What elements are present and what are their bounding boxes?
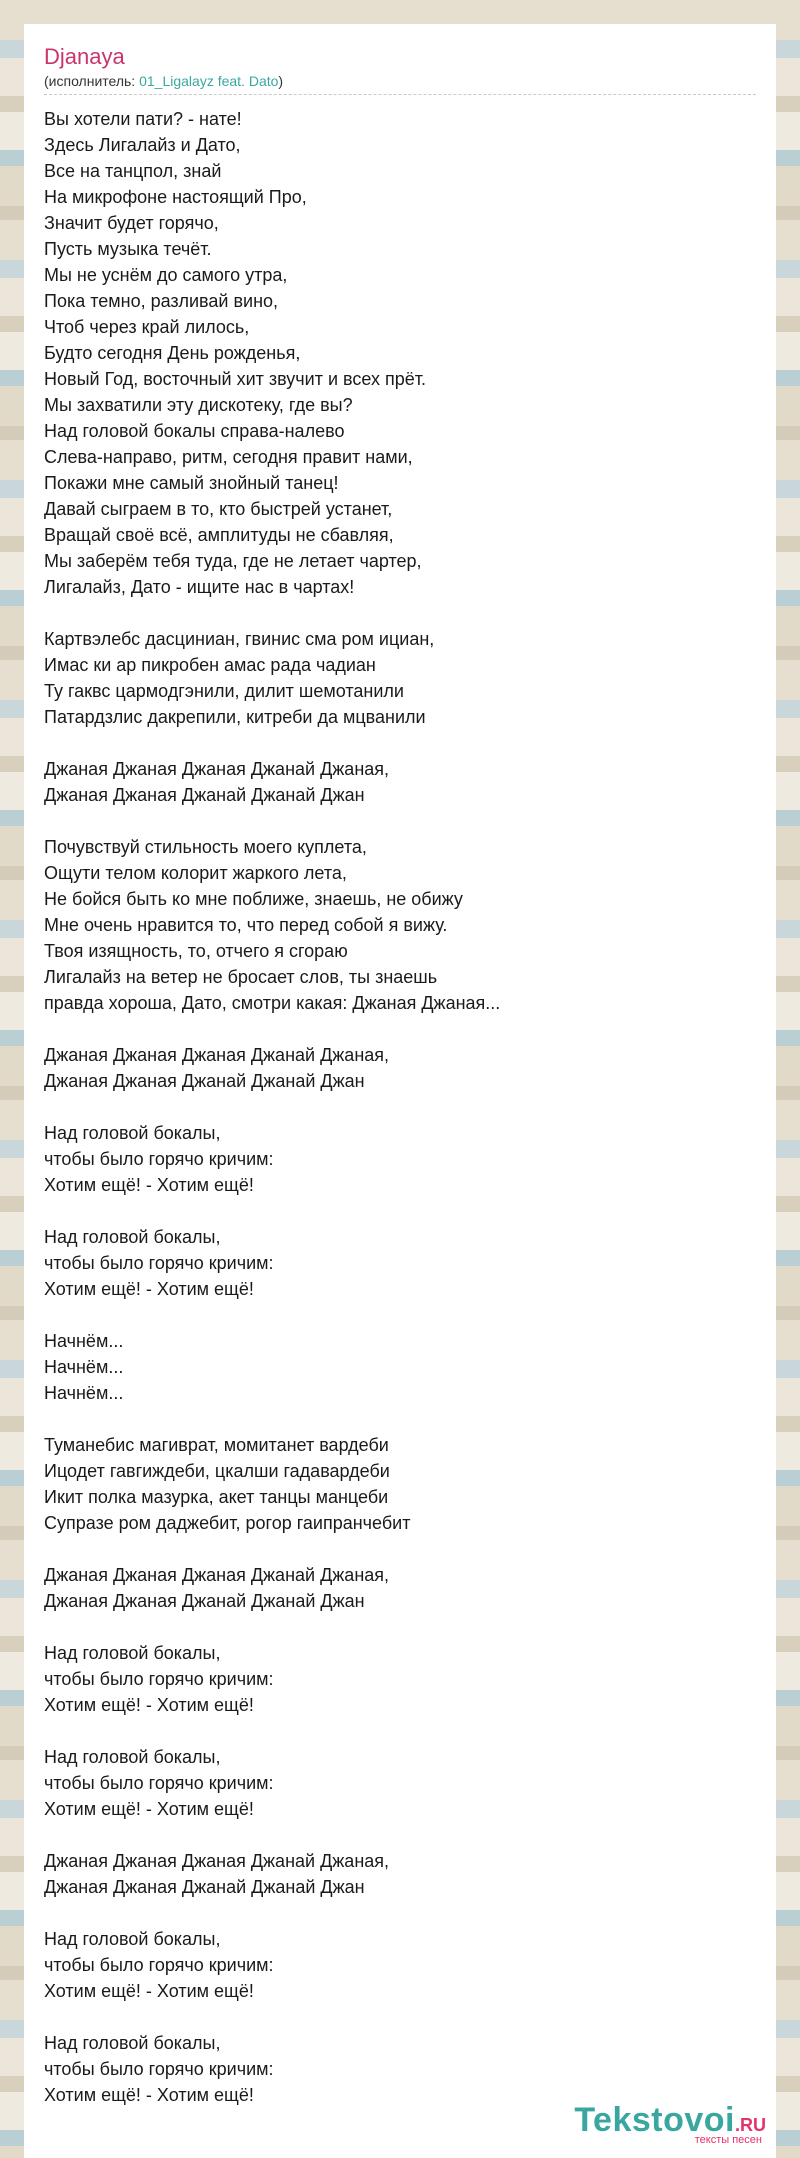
lyric-line: Супразе ром даджебит, рогор гаипранчебит <box>44 1513 411 1533</box>
lyric-line: Над головой бокалы, <box>44 1643 221 1663</box>
lyric-line: Будто сегодня День рожденья, <box>44 343 301 363</box>
lyric-line: Чтоб через край лилось, <box>44 317 250 337</box>
lyrics-stanza <box>44 834 500 1016</box>
lyric-line: Твоя изящность, то, отчего я сгораю <box>44 941 348 961</box>
lyrics-card <box>24 24 776 2158</box>
lyric-line: Мы не уснём до самого утра, <box>44 265 288 285</box>
lyric-line: Начнём... <box>44 1357 124 1377</box>
lyric-line: Джаная Джаная Джаная Джанай Джаная, <box>44 1045 390 1065</box>
lyric-line: Ицодет гавгиждеби, цкалши гадавардеби <box>44 1461 390 1481</box>
lyric-line: Туманебис магиврат, момитанет вардеби <box>44 1435 389 1455</box>
lyric-line: Мне очень нравится то, что перед собой я вижу. <box>44 915 448 935</box>
lyrics-stanza <box>44 1848 500 1900</box>
lyric-line: Икит полка мазурка, акет танцы манцеби <box>44 1487 389 1507</box>
lyric-line: Хотим ещё! - Хотим ещё! <box>44 1279 254 1299</box>
logo-tagline: тексты песен <box>694 2134 762 2146</box>
lyric-line: Лигалайз на ветер не бросает слов, ты знаешь <box>44 967 438 987</box>
lyric-line: Лигалайз, Дато - ищите нас в чартах! <box>44 577 355 597</box>
lyric-line: Джаная Джаная Джанай Джанай Джан <box>44 785 365 805</box>
lyric-line: Все на танцпол, знай <box>44 161 222 181</box>
lyric-line: Джаная Джаная Джанай Джанай Джан <box>44 1071 365 1091</box>
logo-domain: .RU <box>735 2115 766 2135</box>
lyric-line: Пока темно, разливай вино, <box>44 291 279 311</box>
lyric-line: Джаная Джаная Джанай Джанай Джан <box>44 1877 365 1897</box>
lyric-line: Ту гаквс цармодгэнили, дилит шемотанили <box>44 681 404 701</box>
lyric-line: Ощути телом колорит жаркого лета, <box>44 863 347 883</box>
site-logo[interactable] <box>574 2101 766 2146</box>
lyrics-stanza <box>44 1328 500 1406</box>
lyric-line: Патардзлис дакрепили, китреби да мцванили <box>44 707 426 727</box>
lyric-line: Мы заберём тебя туда, где не летает чартер, <box>44 551 422 571</box>
lyrics-stanza <box>44 756 500 808</box>
lyrics-stanza <box>44 1640 500 1718</box>
song-title: Djanaya <box>44 44 125 69</box>
lyric-line: Джаная Джаная Джаная Джанай Джаная, <box>44 759 390 779</box>
lyric-line: Над головой бокалы, <box>44 1929 221 1949</box>
lyric-line: Хотим ещё! - Хотим ещё! <box>44 1175 254 1195</box>
lyrics-stanza <box>44 626 500 730</box>
lyric-line: Над головой бокалы, <box>44 1227 221 1247</box>
lyric-line: На микрофоне настоящий Про, <box>44 187 307 207</box>
lyric-line: чтобы было горячо кричим: <box>44 1773 274 1793</box>
lyrics-text <box>44 106 500 2134</box>
performer-suffix: ) <box>278 73 284 89</box>
lyric-line: Давай сыграем в то, кто быстрей устанет, <box>44 499 393 519</box>
performer-line <box>44 73 283 89</box>
lyric-line: чтобы было горячо кричим: <box>44 1253 274 1273</box>
lyric-line: Над головой бокалы, <box>44 1747 221 1767</box>
lyric-line: Над головой бокалы, <box>44 1123 221 1143</box>
lyrics-stanza <box>44 1042 500 1094</box>
lyric-line: чтобы было горячо кричим: <box>44 2059 274 2079</box>
lyric-line: Значит будет горячо, <box>44 213 219 233</box>
lyric-line: Покажи мне самый знойный танец! <box>44 473 339 493</box>
lyric-line: Начнём... <box>44 1331 124 1351</box>
lyric-line: Имас ки ар пикробен амас рада чадиан <box>44 655 376 675</box>
lyric-line: Джаная Джаная Джанай Джанай Джан <box>44 1591 365 1611</box>
lyric-line: Почувствуй стильность моего куплета, <box>44 837 367 857</box>
lyric-line: Здесь Лигалайз и Дато, <box>44 135 241 155</box>
lyric-line: Джаная Джаная Джаная Джанай Джаная, <box>44 1851 390 1871</box>
lyric-line: Мы захватили эту дискотеку, где вы? <box>44 395 353 415</box>
performer-prefix: (исполнитель: <box>44 73 140 89</box>
lyric-line: Новый Год, восточный хит звучит и всех прёт. <box>44 369 427 389</box>
artist-link[interactable]: 01_Ligalayz feat. Dato <box>139 73 279 89</box>
lyric-line: правда хороша, Дато, смотри какая: Джаная Джаная... <box>44 993 501 1013</box>
lyric-line: Хотим ещё! - Хотим ещё! <box>44 1799 254 1819</box>
title-divider <box>44 94 756 95</box>
lyric-line: Картвэлебс дасциниан, гвинис сма ром ициан, <box>44 629 435 649</box>
lyric-line: Джаная Джаная Джаная Джанай Джаная, <box>44 1565 390 1585</box>
lyric-line: Вращай своё всё, амплитуды не сбавляя, <box>44 525 394 545</box>
lyric-line: Не бойся быть ко мне поближе, знаешь, не обижу <box>44 889 463 909</box>
lyric-line: Начнём... <box>44 1383 124 1403</box>
lyrics-stanza <box>44 1224 500 1302</box>
lyric-line: Над головой бокалы справа-налево <box>44 421 345 441</box>
lyrics-stanza <box>44 1744 500 1822</box>
lyric-line: Хотим ещё! - Хотим ещё! <box>44 1981 254 2001</box>
lyrics-stanza <box>44 1432 500 1536</box>
lyric-line: Хотим ещё! - Хотим ещё! <box>44 2085 254 2105</box>
lyric-line: Пусть музыка течёт. <box>44 239 212 259</box>
lyric-line: Вы хотели пати? - нате! <box>44 109 242 129</box>
lyric-line: чтобы было горячо кричим: <box>44 1149 274 1169</box>
lyrics-stanza <box>44 106 500 600</box>
lyrics-stanza <box>44 1562 500 1614</box>
lyrics-stanza <box>44 1926 500 2004</box>
lyrics-stanza <box>44 1120 500 1198</box>
lyric-line: Хотим ещё! - Хотим ещё! <box>44 1695 254 1715</box>
lyric-line: Над головой бокалы, <box>44 2033 221 2053</box>
lyric-line: чтобы было горячо кричим: <box>44 1955 274 1975</box>
lyric-line: Слева-направо, ритм, сегодня правит нами, <box>44 447 413 467</box>
lyric-line: чтобы было горячо кричим: <box>44 1669 274 1689</box>
logo-wordmark: Tekstovoi <box>574 2101 735 2139</box>
lyrics-stanza <box>44 2030 500 2108</box>
